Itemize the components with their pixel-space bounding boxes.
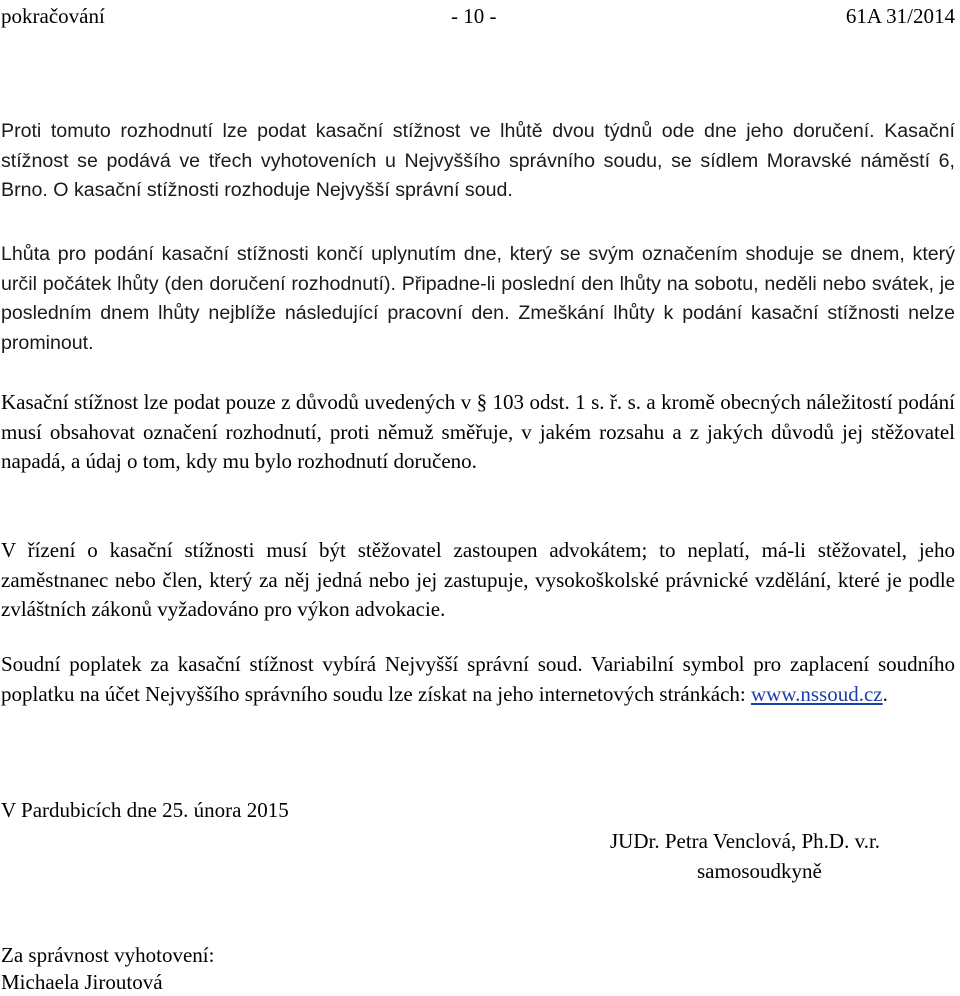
signer-role: samosoudkyně — [697, 859, 822, 883]
certifier-name: Michaela Jiroutová — [1, 970, 163, 994]
certification-label: Za správnost vyhotovení: — [1, 943, 215, 967]
fee-text-end: . — [882, 681, 888, 706]
issue-date: V Pardubicích dne 25. února 2015 — [1, 798, 289, 822]
page-header — [1, 2, 955, 30]
deadline-paragraph: Lhůta pro podání kasační stížnosti končí uplynutím dne, který se svým označením shoduje se dnem, který určil počátek lhůty (den doručení rozhodnutí). Připadne-li poslední den lhůty na sobotu, neděli nebo svátek, je posledním dnem lhůty nejblíže následující pracovní den. Zmeškání lhůty k podání kasační stížnosti nelze prominout. — [1, 243, 955, 354]
certification-block — [1, 942, 214, 996]
fee-paragraph — [1, 650, 955, 709]
signer-name: JUDr. Petra Venclová, Ph.D. v.r. — [610, 829, 881, 853]
nssoud-link[interactable]: www.nssoud.cz — [750, 681, 883, 706]
representation-paragraph: V řízení o kasační stížnosti musí být stěžovatel zastoupen advokátem; to neplatí, má-li stěžovatel, jeho zaměstnanec nebo člen, který za něj jedná nebo jej zastupuje, vysokoškolské právnické vzdělání, které je podle zvláštních zákonů vyžadováno pro výkon advokacie. — [1, 538, 955, 621]
case-number: 61A 31/2014 — [845, 4, 955, 28]
signature-block — [610, 826, 950, 886]
grounds-paragraph: Kasační stížnost lze podat pouze z důvodů uvedených v § 103 odst. 1 s. ř. s. a kromě obecných náležitostí podání musí obsahovat označení rozhodnutí, proti němuž směřuje, v jakém rozsahu a z jakých důvodů jej stěžovatel napadá, a údaj o tom, kdy mu bylo rozhodnutí doručeno. — [1, 390, 955, 473]
fee-text: Soudní poplatek za kasační stížnost vybírá Nejvyšší správní soud. Variabilní symbol pro zaplacení soudního poplatku na účet Nejvyššího správního soudu lze získat na jeho internetových stránkách: — [1, 652, 955, 706]
appeal-paragraph: Proti tomuto rozhodnutí lze podat kasační stížnost ve lhůtě dvou týdnů ode dne jeho doručení. Kasační stížnost se podává ve třech vyhotoveních u Nejvyššího správního soudu, se sídlem Moravské náměstí 6, Brno. O kasační stížnosti rozhoduje Nejvyšší správní soud. — [1, 120, 955, 201]
page-number: - 10 - — [451, 4, 497, 28]
header-continuation: pokračování — [1, 4, 105, 28]
